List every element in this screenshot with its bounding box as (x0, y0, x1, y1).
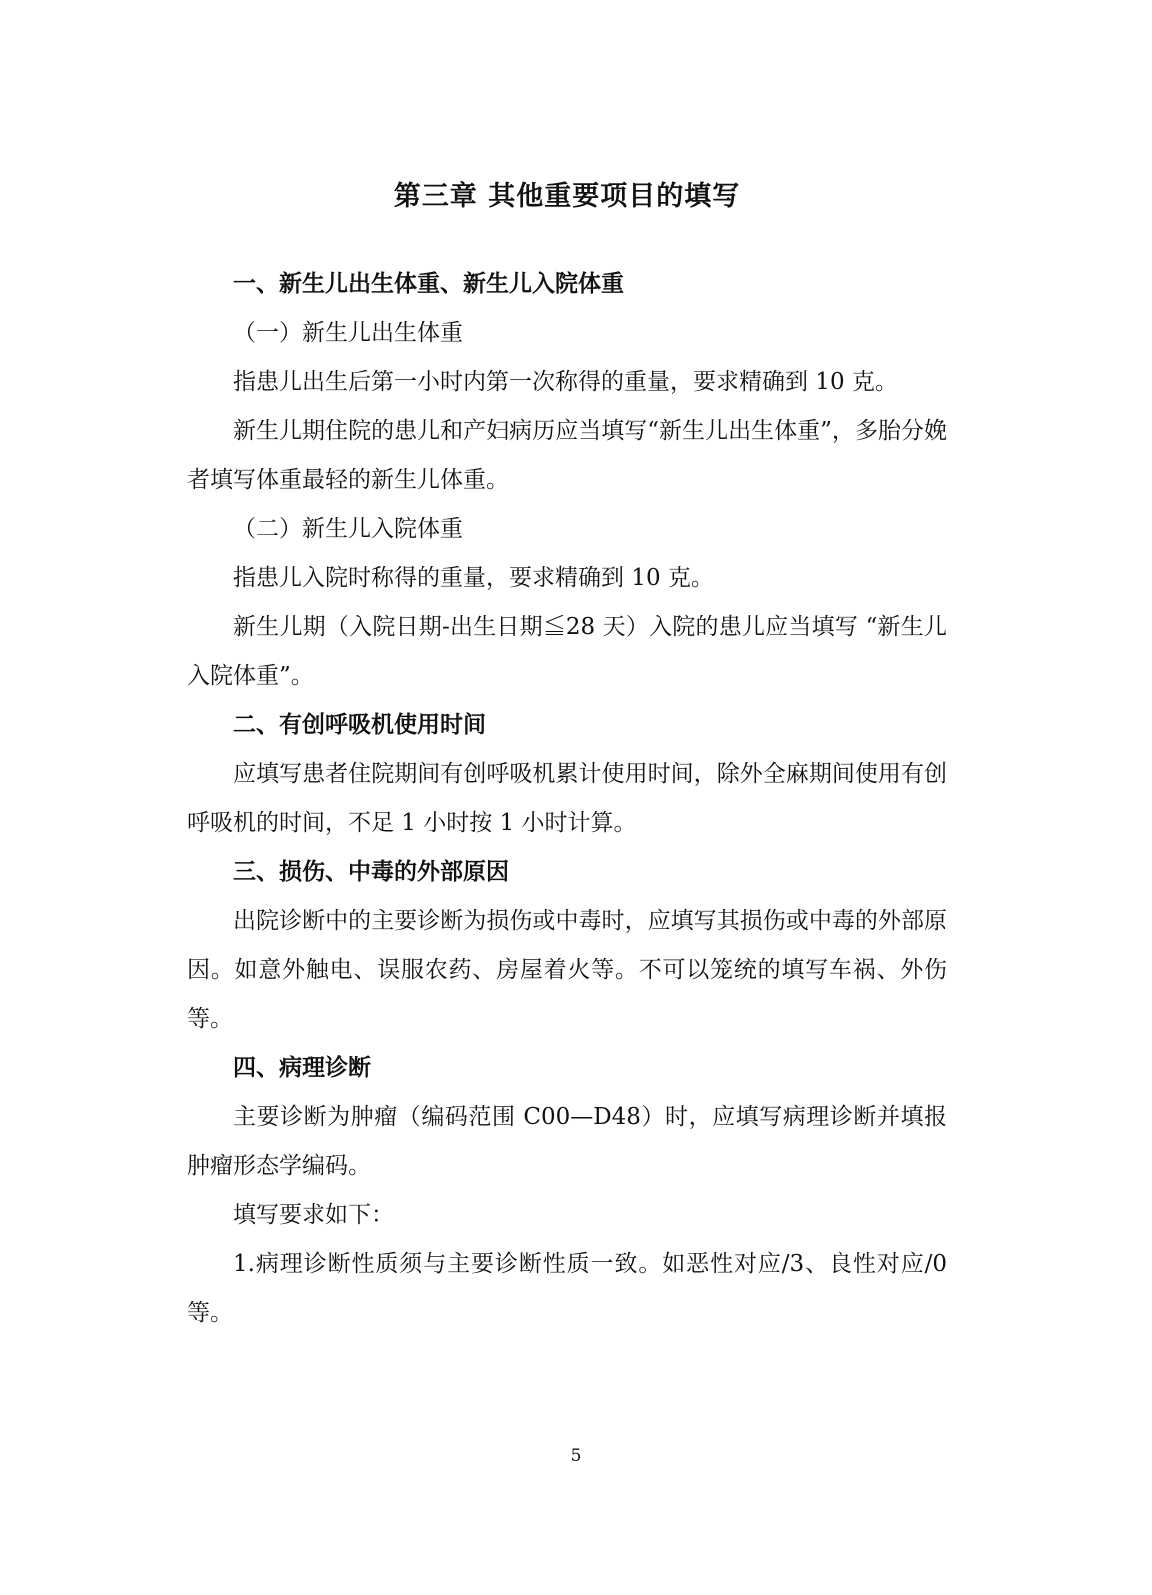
chapter-title: 第三章 其他重要项目的填写 (393, 181, 741, 212)
paragraph: 应填写患者住院期间有创呼吸机累计使用时间，除外全麻期间使用有创呼吸机的时间，不足 1 小时按 1 小时计算。 (187, 761, 947, 836)
subsection-birth-weight: （一）新生儿出生体重 (233, 320, 463, 346)
paragraph: 主要诊断为肿瘤（编码范围 C00—D48）时，应填写病理诊断并填报肿瘤形态学编码。 (187, 1104, 947, 1179)
section-heading-pathology: 四、病理诊断 (233, 1055, 371, 1081)
section-heading-injury-cause: 三、损伤、中毒的外部原因 (233, 859, 509, 885)
section-heading-newborn-weight: 一、新生儿出生体重、新生儿入院体重 (233, 271, 624, 297)
paragraph: 1.病理诊断性质须与主要诊断性质一致。如恶性对应/3、良性对应/0 等。 (187, 1251, 947, 1326)
paragraph: 出院诊断中的主要诊断为损伤或中毒时，应填写其损伤或中毒的外部原因。如意外触电、误服农药、房屋着火等。不可以笼统的填写车祸、外伤等。 (187, 908, 947, 1032)
subsection-admission-weight: （二）新生儿入院体重 (233, 516, 463, 542)
paragraph: 新生儿期（入院日期-出生日期≦28 天）入院的患儿应当填写 “新生儿入院体重”。 (187, 614, 947, 689)
section-heading-ventilator-time: 二、有创呼吸机使用时间 (233, 712, 486, 738)
paragraph: 新生儿期住院的患儿和产妇病历应当填写“新生儿出生体重”，多胎分娩者填写体重最轻的新生儿体重。 (187, 418, 947, 493)
document-body (187, 170, 947, 1338)
paragraph: 填写要求如下： (233, 1202, 394, 1228)
page-number: 5 (570, 1446, 582, 1466)
paragraph: 指患儿入院时称得的重量，要求精确到 10 克。 (233, 565, 714, 591)
paragraph: 指患儿出生后第一小时内第一次称得的重量，要求精确到 10 克。 (233, 369, 898, 395)
